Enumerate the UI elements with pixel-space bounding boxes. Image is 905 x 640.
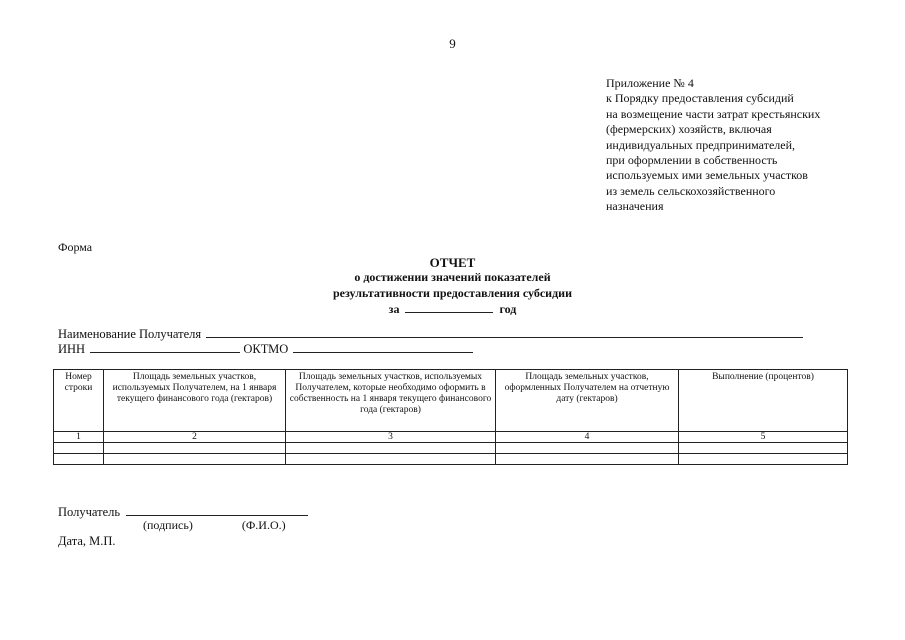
header-area-to-register: Площадь земельных участков, используемых Получателем, которые необходимо оформить в собственность на 1 января текущего финансового года (гектаров) xyxy=(286,370,496,432)
table-cell[interactable] xyxy=(496,443,679,454)
table-cell[interactable] xyxy=(496,454,679,465)
report-table xyxy=(53,369,848,465)
table-row xyxy=(54,454,848,465)
column-number: 3 xyxy=(286,432,496,443)
column-number: 2 xyxy=(104,432,286,443)
column-number: 5 xyxy=(679,432,848,443)
report-subtitle-2: результативности предоставления субсидии xyxy=(332,286,572,300)
table-cell[interactable] xyxy=(286,443,496,454)
appendix-note xyxy=(606,76,820,215)
oktmo-blank[interactable] xyxy=(293,341,473,353)
inn-blank[interactable] xyxy=(90,341,240,353)
report-period xyxy=(0,301,905,317)
signature-caption: (подпись) xyxy=(143,518,193,532)
appendix-line: назначения xyxy=(606,199,664,214)
signer-label: Получатель xyxy=(58,505,121,519)
header-completion-percent: Выполнение (процентов) xyxy=(679,370,848,432)
table-row xyxy=(54,443,848,454)
table-cell[interactable] xyxy=(679,443,848,454)
appendix-line: из земель сельскохозяйственного xyxy=(606,183,776,198)
period-suffix: год xyxy=(499,302,517,316)
signature-blank[interactable] xyxy=(126,504,308,516)
table-column-number-row xyxy=(54,432,848,443)
header-area-registered: Площадь земельных участков, оформленных Получателем на отчетную дату (гектаров) xyxy=(496,370,679,432)
period-year-blank[interactable] xyxy=(405,301,493,313)
appendix-line: при оформлении в собственность xyxy=(606,153,778,168)
table-cell[interactable] xyxy=(104,443,286,454)
table-header-row xyxy=(54,370,848,432)
period-prefix: за xyxy=(388,302,400,316)
table-cell[interactable] xyxy=(286,454,496,465)
recipient-label: Наименование Получателя xyxy=(58,327,202,341)
fio-caption: (Ф.И.О.) xyxy=(241,518,286,532)
table-cell[interactable] xyxy=(679,454,848,465)
header-row-number: Номер строки xyxy=(54,370,104,432)
header-area-used: Площадь земельных участков, используемых Получателем, на 1 января текущего финансового года (гектаров) xyxy=(104,370,286,432)
appendix-line: индивидуальных предпринимателей, xyxy=(606,137,795,152)
inn-oktmo-row xyxy=(58,341,473,357)
appendix-line: используемых ими земельных участков xyxy=(606,168,808,183)
page-number: 9 xyxy=(449,36,456,51)
signature-captions xyxy=(143,518,286,533)
column-number: 1 xyxy=(54,432,104,443)
appendix-line: Приложение № 4 xyxy=(606,76,694,90)
report-title: ОТЧЕТ xyxy=(429,255,476,270)
column-number: 4 xyxy=(496,432,679,443)
appendix-line: на возмещение части затрат крестьянских xyxy=(606,106,821,121)
table-cell[interactable] xyxy=(54,443,104,454)
inn-label: ИНН xyxy=(58,342,86,356)
table-cell[interactable] xyxy=(54,454,104,465)
recipient-row xyxy=(58,326,803,342)
appendix-line: (фермерских) хозяйств, включая xyxy=(606,122,772,137)
date-stamp-label: Дата, М.П. xyxy=(58,534,116,548)
form-label: Форма xyxy=(58,240,93,254)
oktmo-label: ОКТМО xyxy=(243,342,289,356)
recipient-name-blank[interactable] xyxy=(206,326,803,338)
appendix-line: к Порядку предоставления субсидий xyxy=(606,91,794,106)
table-cell[interactable] xyxy=(104,454,286,465)
report-subtitle-1: о достижении значений показателей xyxy=(354,270,551,284)
